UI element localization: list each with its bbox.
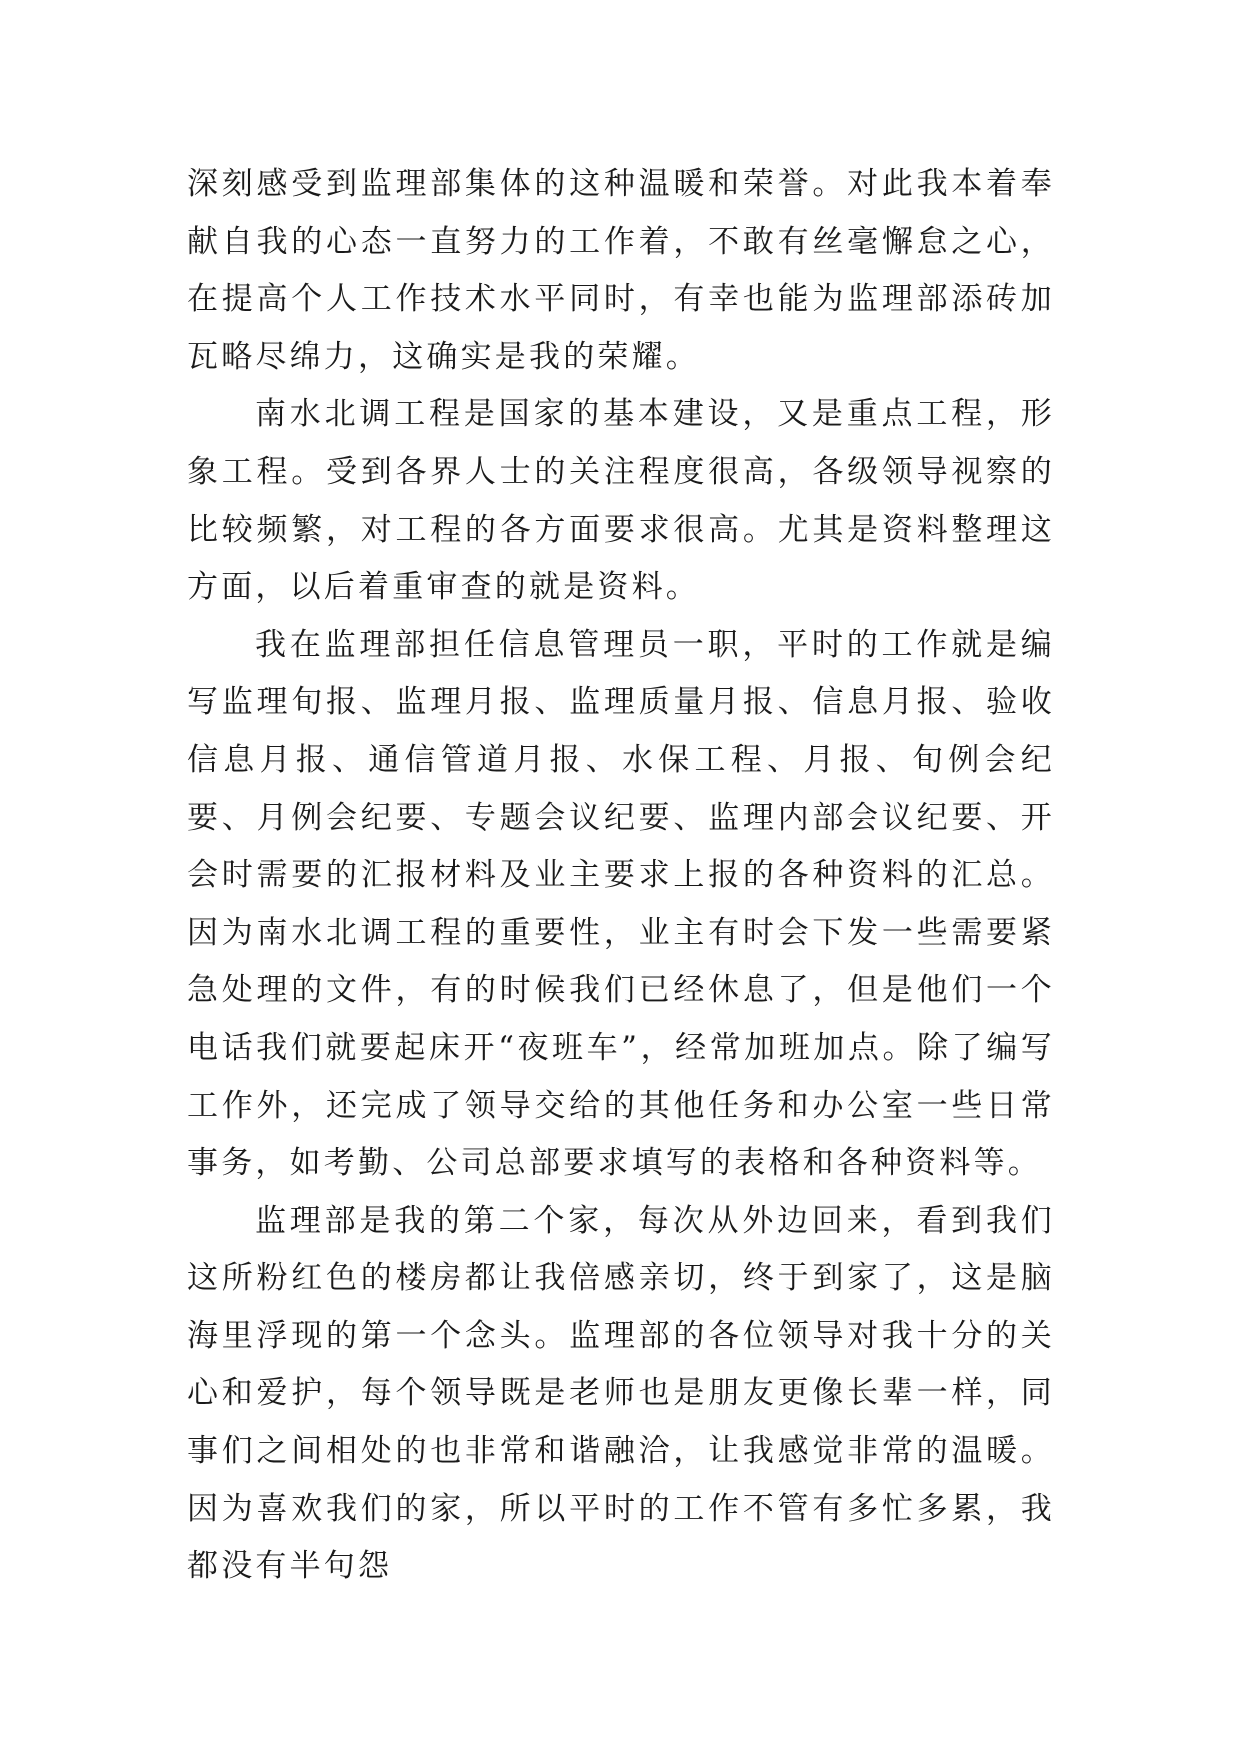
paragraph-second-home: 监理部是我的第二个家，每次从外边回来，看到我们这所粉红色的楼房都让我倍感亲切，终于到家了，这是脑海里浮现的第一个念头。监理部的各位领导对我十分的关心和爱护，每个领导既是老师也是朋友更像长辈一样，同事们之间相处的也非常和谐融洽，让我感觉非常的温暖。因为喜欢我们的家，所以平时的工作不管有多忙多累，我都没有半句怨 — [187, 1202, 1055, 1585]
paragraph-continuation: 深刻感受到监理部集体的这种温暖和荣誉。对此我本着奉献自我的心态一直努力的工作着，不敢有丝毫懈怠之心，在提高个人工作技术水平同时，有幸也能为监理部添砖加瓦略尽绵力，这确实是我的荣耀。 — [187, 166, 1055, 375]
document-body — [187, 156, 1055, 1596]
paragraph-project-importance: 南水北调工程是国家的基本建设，又是重点工程，形象工程。受到各界人士的关注程度很高，各级领导视察的比较频繁，对工程的各方面要求很高。尤其是资料整理这方面，以后着重审查的就是资料。 — [187, 396, 1055, 606]
paragraph-job-duties: 我在监理部担任信息管理员一职，平时的工作就是编写监理旬报、监理月报、监理质量月报、信息月报、验收信息月报、通信管道月报、水保工程、月报、旬例会纪要、月例会纪要、专题会议纪要、监理内部会议纪要、开会时需要的汇报材料及业主要求上报的各种资料的汇总。因为南水北调工程的重要性，业主有时会下发一些需要紧急处理的文件，有的时候我们已经休息了，但是他们一个电话我们就要起床开“夜班车”，经常加班加点。除了编写工作外，还完成了领导交给的其他任务和办公室一些日常事务，如考勤、公司总部要求填写的表格和各种资料等。 — [187, 626, 1055, 1182]
